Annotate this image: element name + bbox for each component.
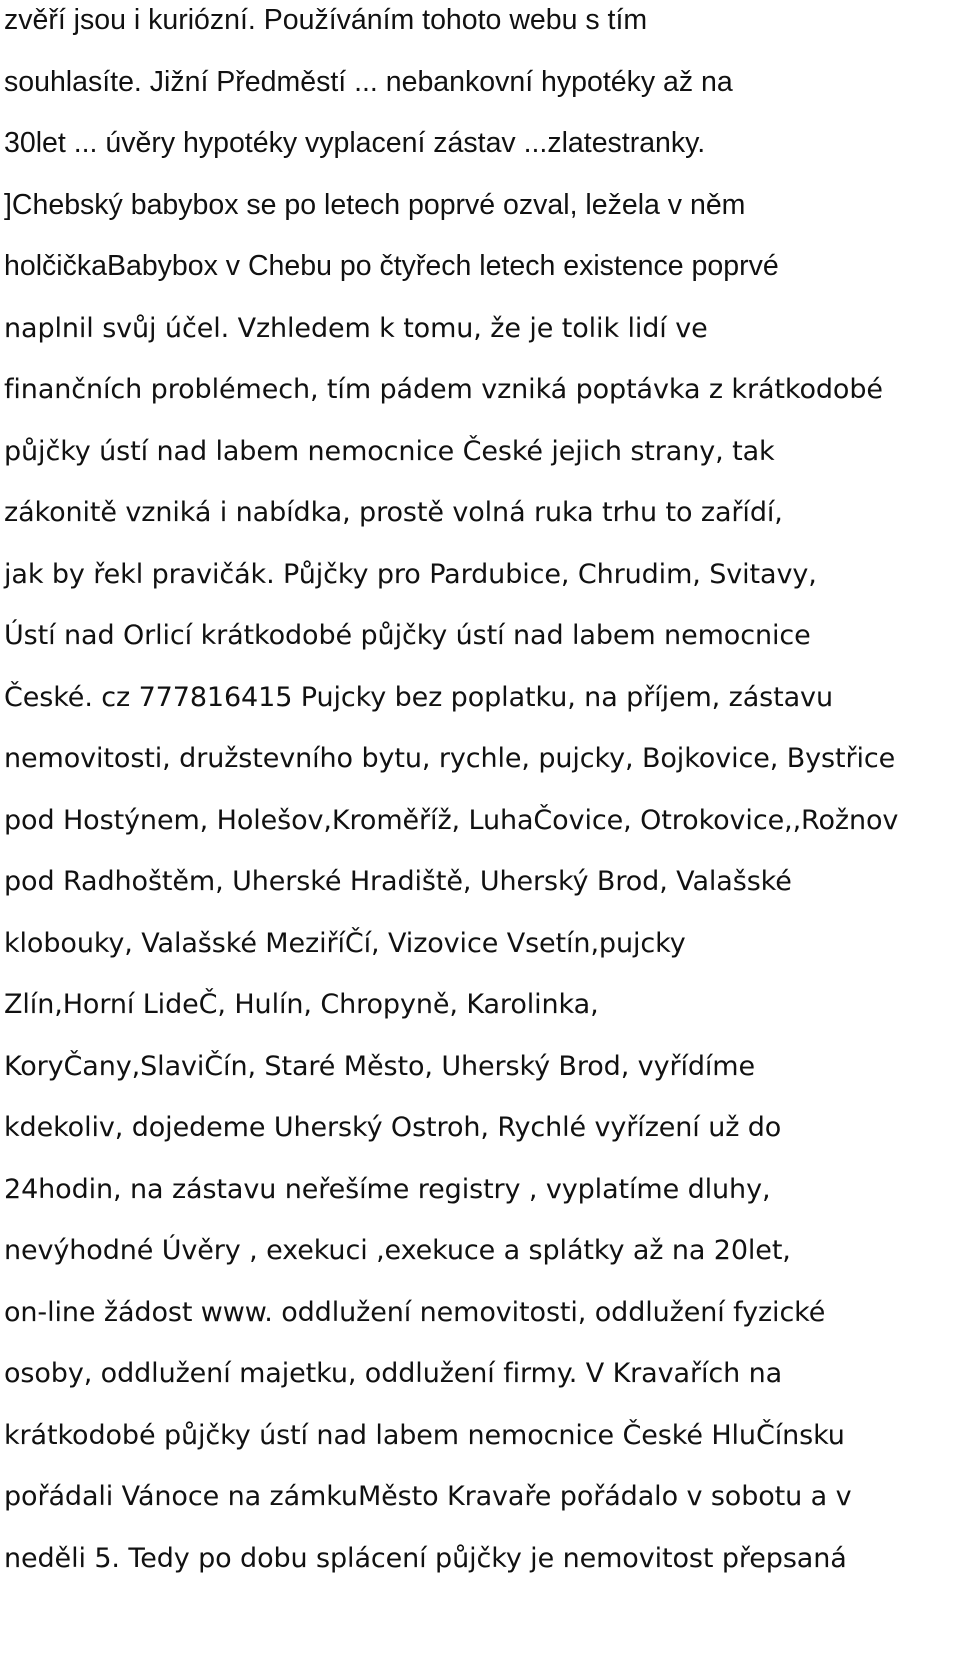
text-line: Zlín,Horní LideČ, Hulín, Chropyně, Karolinka, [4,989,599,1020]
document-body [4,0,956,1589]
text-line: půjčky ústí nad labem nemocnice České jejich strany, tak [4,435,775,467]
text-line: 30let ... úvěry hypotéky vyplacení zástav ...zlatestranky. [4,127,706,159]
text-line: pod Radhoštěm, Uherské Hradiště, Uherský Brod, Valašské [4,866,792,897]
text-line: souhlasíte. Jižní Předměstí ... nebankovní hypotéky až na [4,65,733,98]
text-line: pořádali Vánoce na zámkuMěsto Kravaře pořádalo v sobotu a v [4,1481,852,1512]
text-line: klobouky, Valašské MeziříČí, Vizovice Vsetín,pujcky [4,927,686,959]
text-line: finančních problémech, tím pádem vzniká poptávka z krátkodobé [4,374,883,405]
text-line: nemovitosti, družstevního bytu, rychle, pujcky, Bojkovice, Bystřice [4,743,896,774]
text-line: pod Hostýnem, Holešov,Kroměříž, LuhaČovice, Otrokovice,,Rožnov [4,804,899,836]
text-line: KoryČany,SlaviČín, Staré Město, Uherský Brod, vyřídíme [4,1050,755,1082]
text-line: zákonitě vzniká i nabídka, prostě volná ruka trhu to zařídí, [4,497,783,528]
text-line: ]Chebský babybox se po letech poprvé ozval, ležela v něm [4,188,746,221]
text-line: České. cz 777816415 Pujcky bez poplatku, na příjem, zástavu [4,681,833,713]
text-line: kdekoliv, dojedeme Uherský Ostroh, Rychlé vyřízení už do [4,1112,782,1143]
text-line: holčičkaBabybox v Chebu po čtyřech letech existence poprvé [4,250,779,282]
text-line: nevýhodné Úvěry , exekuci ,exekuce a splátky až na 20let, [4,1235,791,1266]
text-line: 24hodin, na zástavu neřešíme registry , vyplatíme dluhy, [4,1173,771,1205]
text-line: krátkodobé půjčky ústí nad labem nemocnice České HluČínsku [4,1419,845,1451]
text-line: neděli 5. Tedy po dobu splácení půjčky je nemovitost přepsaná [4,1542,847,1574]
text-line: jak by řekl pravičák. Půjčky pro Pardubice, Chrudim, Svitavy, [4,558,817,590]
text-line: osoby, oddlužení majetku, oddlužení firmy. V Kravařích na [4,1358,783,1389]
text-line: zvěří jsou i kuriózní. Používáním tohoto webu s tím [4,4,648,36]
text-line: Ústí nad Orlicí krátkodobé půjčky ústí nad labem nemocnice [4,620,811,651]
text-line: naplnil svůj účel. Vzhledem k tomu, že je tolik lidí ve [4,312,708,344]
text-line: on-line žádost www. oddlužení nemovitosti, oddlužení fyzické [4,1296,826,1328]
